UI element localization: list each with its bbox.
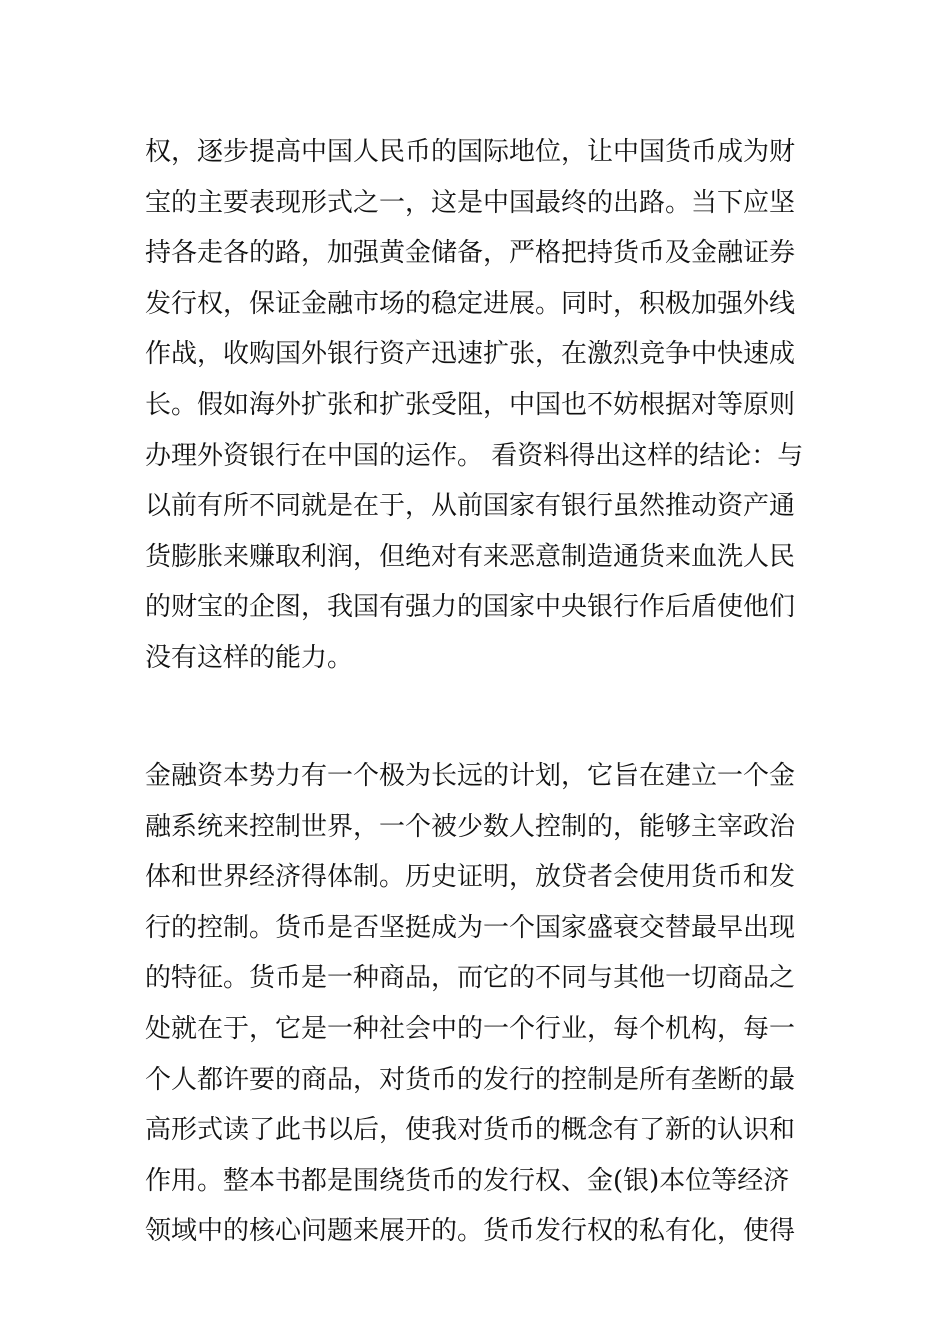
text-line: 长。假如海外扩张和扩张受阻，中国也不妨根据对等原则 <box>145 389 796 420</box>
text-line: 发行权，保证金融市场的稳定进展。同时，积极加强外线 <box>145 288 796 319</box>
text-line: 办理外资银行在中国的运作。 看资料得出这样的结论：与 <box>145 440 804 471</box>
text-line: 宝的主要表现形式之一，这是中国最终的出路。当下应坚 <box>145 187 796 218</box>
text-line: 行的控制。货币是否坚挺成为一个国家盛衰交替最早出现 <box>145 912 796 943</box>
text-line: 货膨胀来赚取利润，但绝对有来恶意制造通货来血洗人民 <box>145 541 796 572</box>
text-line: 作战，收购国外银行资产迅速扩张，在激烈竞争中快速成 <box>145 339 796 370</box>
text-line: 以前有所不同就是在于，从前国家有银行虽然推动资产通 <box>145 491 796 522</box>
text-line: 高形式读了此书以后，使我对货币的概念有了新的认识和 <box>145 1115 796 1146</box>
text-line: 领域中的核心问题来展开的。货币发行权的私有化，使得 <box>145 1216 796 1247</box>
text-line: 权，逐步提高中国人民币的国际地位，让中国货币成为财 <box>145 137 796 167</box>
paragraph-2 <box>145 751 810 1257</box>
paragraph-1 <box>145 127 810 684</box>
text-line: 的财宝的企图，我国有强力的国家中央银行作后盾使他们 <box>145 592 796 623</box>
text-line: 作用。整本书都是围绕货币的发行权、金(银)本位等经济 <box>145 1165 790 1196</box>
text-line: 处就在于，它是一种社会中的一个行业，每个机构，每一 <box>145 1013 796 1044</box>
text-line: 没有这样的能力。 <box>145 642 354 673</box>
text-line: 的特征。货币是一种商品，而它的不同与其他一切商品之 <box>145 963 796 994</box>
text-line: 体和世界经济得体制。历史证明，放贷者会使用货币和发 <box>145 862 796 893</box>
text-line: 金融资本势力有一个极为长远的计划，它旨在建立一个金 <box>145 761 796 791</box>
text-line: 持各走各的路，加强黄金储备，严格把持货币及金融证券 <box>145 238 796 269</box>
text-line: 融系统来控制世界，一个被少数人控制的，能够主宰政治 <box>145 811 796 842</box>
text-line: 个人都许要的商品，对货币的发行的控制是所有垄断的最 <box>145 1064 796 1095</box>
